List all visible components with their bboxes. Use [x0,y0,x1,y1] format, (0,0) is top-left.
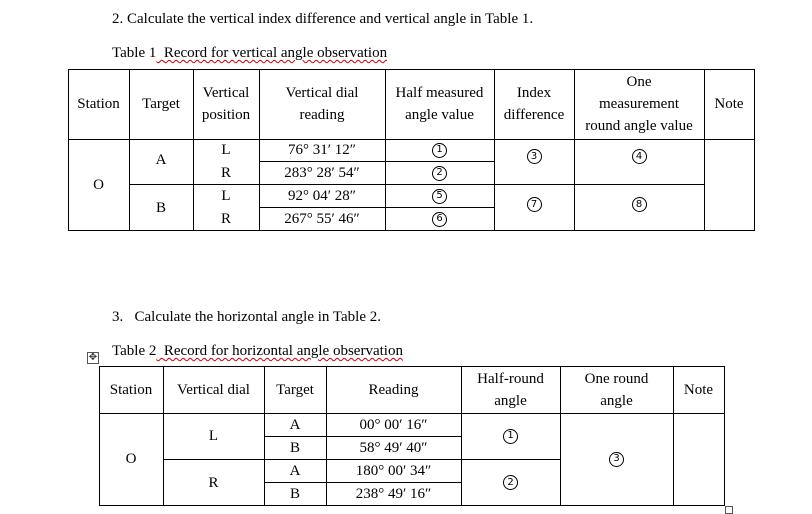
t1-row3-half [385,185,494,207]
circled-number: 3 [527,149,542,164]
t2-row1-reading: 00° 00′ 16″ [359,417,428,433]
t2-row2-target: B [289,440,300,456]
table1-caption-rest-underlined [156,45,387,61]
t1-index-a [494,139,574,185]
t1-header-vd-line2: reading [299,107,345,123]
t1-header-id-line1: Index [516,85,552,101]
circled-number: 1 [503,429,518,444]
t1-station: O [93,177,104,193]
t2-row4-reading: 238° 49′ 16″ [355,486,432,502]
t1-header-one-measurement [574,69,704,139]
t1-header-vp-line1: Vertical [202,85,250,101]
t1-row1-half [385,139,494,161]
t1-round-b [574,185,704,231]
t1-row3-reading: 92° 04′ 28″ [287,188,357,204]
circled-number: 5 [432,189,447,204]
circled-number: 3 [609,452,624,467]
t2-row1-target: A [289,417,301,433]
circled-number: 1 [432,143,447,158]
t1-row2-position: R [220,165,231,181]
table2-caption-prefix: Table 2 [112,343,157,359]
t1-row4-reading: 267° 55′ 46″ [284,211,360,227]
t1-header-om-line1: One [626,74,652,90]
table2-caption-rest: Record for horizontal angle observation [163,343,403,359]
t1-row1-position: L [221,142,231,158]
t1-row2-reading: 283° 28′ 54″ [284,165,360,181]
t1-header-hm-line2: angle value [405,107,474,123]
table1-caption-prefix: Table 1 [112,45,157,61]
t1-header-vp-line2: position [201,107,251,123]
table-1 [68,69,755,231]
t2-header-hr-line2: angle [494,392,527,409]
t2-header-or-line2: angle [600,392,633,409]
table1-caption-rest: Record for vertical angle observation [163,45,388,61]
q3-heading-number: 3. [112,309,124,325]
t1-header-vd-line1: Vertical dial [285,85,359,101]
t2-one-round [560,413,673,505]
t2-dial-l: L [208,428,219,444]
t1-row2-half [385,162,494,184]
t2-header-one-round [560,366,673,413]
q3-heading [112,308,381,326]
t2-header-note: Note [683,381,714,398]
t2-header-vertical-dial: Vertical dial [177,381,250,398]
t1-target-b: B [155,200,166,216]
t2-station: O [125,451,137,467]
t2-row2-reading: 58° 49′ 40″ [359,440,428,456]
t1-round-a [574,139,704,185]
t2-row4-target: B [289,486,300,502]
t2-header-station: Station [109,381,153,398]
t1-header-target: Target [142,96,180,112]
t1-row4-position: R [220,211,231,227]
table2-caption-rest-underlined [156,343,403,359]
t2-header-target: Target [276,381,314,398]
t2-row3-target: A [289,463,301,479]
t1-header-om-line2: measurement [599,96,679,112]
table2-caption [112,342,403,360]
q3-heading-text: Calculate the horizontal angle in Table 2. [134,309,382,325]
t2-header-hr-line1: Half-round [477,370,544,387]
circled-number: 2 [503,475,518,490]
t1-header-index-difference [494,69,574,139]
circled-number: 8 [632,197,647,212]
t1-header-vertical-dial [259,69,385,139]
t1-index-b [494,185,574,231]
q2-heading: 2. Calculate the vertical index difference and vertical angle in Table 1. [112,11,534,27]
circled-number: 2 [432,166,447,181]
t1-row3-position: L [221,188,231,204]
table1-caption [112,44,387,62]
t1-header-id-line2: difference [503,107,565,123]
t2-half-1 [461,413,560,459]
t1-row4-half [385,208,494,230]
t2-half-2 [461,460,560,505]
t1-target-a: A [155,152,167,168]
t1-header-vertical-position [193,69,259,139]
t2-row3-reading: 180° 00′ 34″ [355,463,432,479]
table-2 [99,366,725,506]
t2-dial-r: R [208,474,219,491]
t1-header-station: Station [77,96,120,112]
t2-header-half-round [461,366,560,413]
t1-header-hm-line1: Half measured [395,85,484,101]
circled-number: 7 [527,197,542,212]
t1-header-note: Note [714,96,744,112]
t1-header-om-line3: round angle value [585,118,693,134]
t2-header-reading: Reading [368,381,419,398]
t1-row1-reading: 76° 31′ 12″ [287,142,357,158]
circled-number: 4 [632,149,647,164]
table-resize-handle[interactable] [725,506,733,514]
circled-number: 6 [432,212,447,227]
t2-header-or-line1: One round [584,370,649,387]
t1-header-half-measured [385,69,494,139]
move-anchor-icon[interactable]: ✥ [88,352,98,363]
